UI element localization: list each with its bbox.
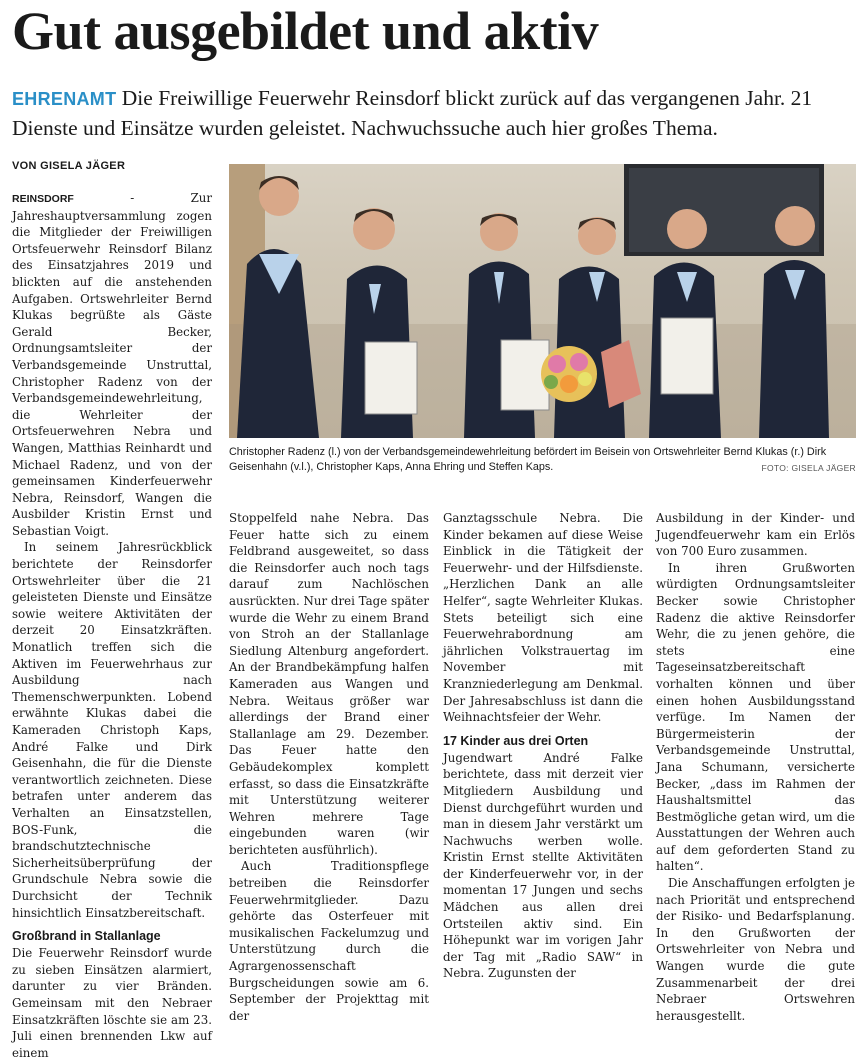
headline: Gut ausgebildet und aktiv (12, 1, 599, 61)
column-1 (12, 190, 212, 1061)
paragraph-2: In seinem Jahresrückblick berichtete der Reinsdorfer Ortswehrleiter über die 21 geleisteten Dienste und Einsätze sowie weitere Aktivitäten der derzeit 20 Einsatzkräften. Monatlich treffen sich die Aktiven im Feuerwehrhaus zur Ausbildung nach Themenschwerpunkten. Lobend erwähnte Klukas dabei die Kameraden Christoph Kaps, André Falke und Dirk Geisenhahn, die für die Dienste verantwortlich zeichneten. Diese betrafen unter anderem das Verhalten an Einsatzstellen, BOS-Funk, die brandschutztechnische Sicherheitsüberprüfung der Grundschule Nebra sowie die Durchsicht der Technik hinsichtlich Einsatzbereitschaft. (12, 540, 212, 920)
photo-credit: FOTO: GISELA JÄGER (761, 463, 856, 473)
deck-text: Die Freiwillige Feuerwehr Reinsdorf blickt zurück auf das vergangenen Jahr. 21 Dienste und Einsätze wurden geleistet. Nachwuchssuche auch hier großes Thema. (12, 86, 813, 140)
paragraph-6: Ganztagsschule Nebra. Die Kinder bekamen auf diese Weise Einblick in die Tätigkeit der Feuerwehr- und der Hilfsdienste. „Herzlichen Dank an alle Helfer“, sagte Wehrleiter Klukas. Stets beteiligt sich eine Feuerwehrabordnung am jährlichen Volkstrauertag im November mit Kranzniederlegung am Denkmal. Der Jahresabschluss ist dann die Weihnachtsfeier der Wehr. (443, 511, 643, 725)
paragraph-1 (12, 190, 212, 539)
byline: VON GISELA JÄGER (12, 160, 126, 172)
paragraph-5: Auch Traditionspflege betreiben die Reinsdorfer Feuerwehrmitglieder. Dazu gehörte das Osterfeuer mit musikalischen Fackelumzug und Unterstützung durch die Agrargenossenschaft Burgscheidungen sowie am 6. September der Projekttag mit der (229, 859, 429, 1023)
column-3 (443, 510, 643, 982)
paragraph-9: In ihren Grußworten würdigten Ordnungsamtsleiter Becker sowie Christopher Radenz die aktive Reinsdorfer Wehr, die zu jenen gehöre, die stets eine Tageseinsatzbereitschaft vorhalten können und über einen hohen Ausbildungsstand verfüge. Im Namen der Bürgermeisterin der Verbandsgemeinde Unstruttal, Jana Schumann, versicherte Becker, „dass im Rahmen der Haushaltsmittel das Bestmögliche getan wird, um die Ausstattungen der Wehren auch auf dem geforderten Stand zu halten“. (656, 560, 855, 874)
paragraph-8: Ausbildung in der Kinder- und Jugendfeuerwehr kam ein Erlös von 700 Euro zusammen. (656, 511, 855, 559)
paragraph-3: Die Feuerwehr Reinsdorf wurde zu sieben Einsätzen alarmiert, darunter zu vier Bränden. Gemeinsam mit den Nebraer Einsatzkräften löschte sie am 23. Juli einen brennenden Lkw auf einem (12, 946, 212, 1060)
dateline: REINSDORF (12, 193, 74, 205)
deck-kicker: EHRENAMT (12, 89, 117, 109)
subhead-grossbrand: Großbrand in Stallanlage (12, 929, 161, 944)
deck (12, 84, 862, 143)
photo-caption (229, 445, 856, 476)
paragraph-10: Die Anschaffungen erfolgten je nach Priorität und entsprechend der Risiko- und Bedarfsplanung. In den Grußworten der Ortswehrleiter von Nebra und Wangen wurde die gute Zusammenarbeit der drei Nebraer Ortswehren herausgestellt. (656, 876, 855, 1023)
caption-text: Christopher Radenz (l.) von der Verbandsgemeindewehrleitung befördert im Beisein von Ortswehrleiter Bernd Klukas (r.) Dirk Geisenhahn (v.l.), Christopher Kaps, Anna Ehring und Steffen Kaps. (229, 446, 827, 473)
column-2 (229, 510, 429, 1024)
paragraph-4: Stoppelfeld nahe Nebra. Das Feuer hatte sich zu einem Feldbrand ausgeweitet, so dass die Reinsdorfer auch noch tags darauf zum Nachlöschen ausrückten. Nur drei Tage später wurde die Wehr zu einem Brand von Stroh an der Stallanlage Siedlung Altenburg angefordert. An der Brandbekämpfung halfen Kameraden aus Wangen und Nebra. Weitaus größer war allerdings der Brand einer Stallanlage am 29. Dezember. Das Feuer hatte den Gebäudekomplex komplett erfasst, so dass die Einsatzkräfte mit Unterstützung weiterer Wehren mehrere Tage eingebunden waren (wir berichteten ausführlich). (229, 511, 429, 857)
paragraph-1-text: - Zur Jahreshauptversammlung zogen die Mitglieder der Freiwilligen Ortsfeuerwehr Reinsdorf Bilanz des Einsatzjahres 2019 und blickten auf die anstehenden Aufgaben. Ortswehrleiter Bernd Klukas begrüßte als Gäste Gerald Becker, Ordnungsamtsleiter der Verbandsgemeinde Unstruttal, Christopher Radenz von der Verbandsgemeindewehrleitung, die Wehrleiter der Ortsfeuerwehren Nebra und Wangen, Matthias Reinhardt und Michael Radenz, und von der gemeinsamen Kinderfeuerwehr Nebra, Reinsdorf, Wangen die Ausbilder Kristin Ernst und Sebastian Voigt. (12, 191, 212, 538)
column-4 (656, 510, 855, 1024)
article-photo (229, 164, 856, 438)
subhead-kinder: 17 Kinder aus drei Orten (443, 733, 589, 748)
paragraph-7: Jugendwart André Falke berichtete, dass mit derzeit vier Mitgliedern Ausbildung und Dienst durchgeführt wurden und man in diesem Jahr verstärkt um Nachwuchs werben wolle. Kristin Ernst stellte Aktivitäten der Kinderfeuerwehr vor, in der momentan 17 Jungen und sechs Mädchen aus allen drei Ortsteilen aktiv sind. Ein Höhepunkt war im vorigen Jahr der Tag mit „Radio SAW“ in Nebra. Zugunsten der (443, 750, 643, 981)
